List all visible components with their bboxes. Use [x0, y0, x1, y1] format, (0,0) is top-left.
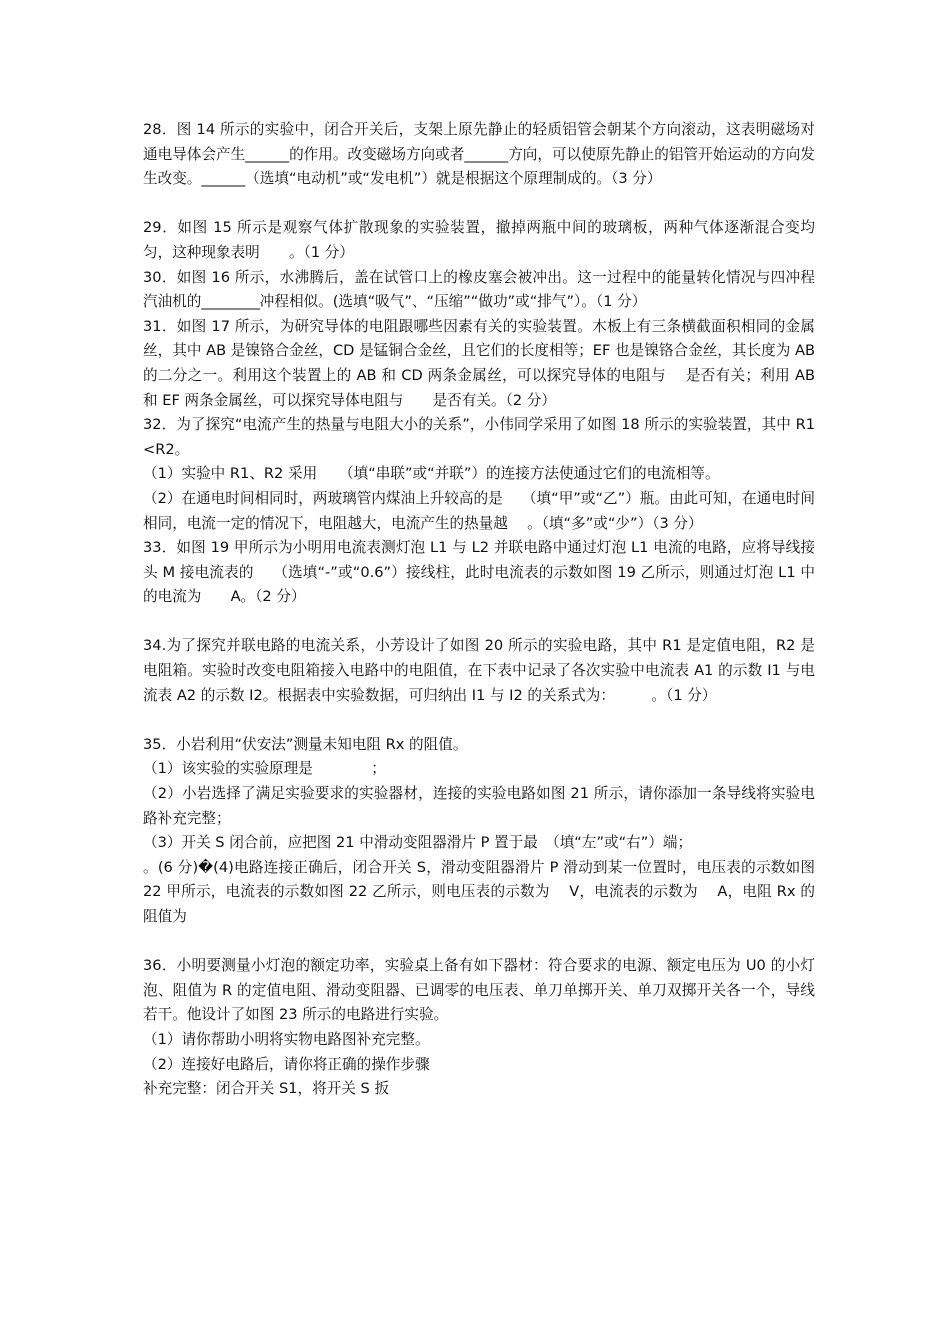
question-32-part-1: （1）实验中 R1、R2 采用 （填“串联”或“并联”）的连接方法使通过它们的电流相等。	[143, 465, 720, 483]
paragraph-gap	[143, 610, 815, 635]
question-36: 36．小明要测量小灯泡的额定功率，实验桌上备有如下器材：符合要求的电源、额定电压为 U0 的小灯泡、阻值为 R 的定值电阻、滑动变阻器、已调零的电压表、单刀单掷开关、单刀双掷开关各一个，导线若干。他设计了如图 23 所示的电路进行实验。	[143, 957, 815, 1024]
paragraph-gap	[143, 708, 815, 733]
question-35-part-4: 。(6 分)�(4)电路连接正确后，闭合开关 S，滑动变阻器滑片 P 滑动到某一位置时，电压表的示数如图 22 甲所示，电流表的示数如图 22 乙所示，则电压表的示数为 V，电流表的示数为 A，电阻 Rx 的阻值为	[143, 858, 820, 925]
question-30: 30．如图 16 所示，水沸腾后，盖在试管口上的橡皮塞会被冲出。这一过程中的能量转化情况与四冲程汽油机的________冲程相似。(选填“吸气”、“压缩”“做功”或“排气”）。（1 分）	[143, 268, 815, 311]
question-36-part-2: （2）连接好电路后，请你将正确的操作步骤	[143, 1055, 430, 1073]
paragraph-gap	[143, 930, 815, 955]
paragraph-gap	[143, 192, 815, 217]
question-34: 34.为了探究并联电路的电流关系，小芳设计了如图 20 所示的实验电路，其中 R1 是定值电阻，R2 是电阻箱。实验时改变电阻箱接入电路中的电阻值，在下表中记录了各次实验中电流表 A1 的示数 I1 与电流表 A2 的示数 I2。根据表中实验数据，可归纳出 I1 与 I2 的关系式为： 。（1 分）	[143, 637, 815, 704]
question-32: 32．为了探究“电流产生的热量与电阻大小的关系”，小伟同学采用了如图 18 所示的实验装置，其中 R1<R2。	[143, 416, 815, 458]
question-35-part-3: （3）开关 S 闭合前，应把图 21 中滑动变阻器滑片 P 置于最 （填“左”或“右”）端；	[143, 834, 693, 852]
question-32-part-2: （2）在通电时间相同时，两玻璃管内煤油上升较高的是 （填“甲”或“乙”）瓶。由此可知，在通电时间相同，电流一定的情况下，电阻越大，电流产生的热量越 。（填“多”或“少”）（3 分）	[143, 489, 815, 532]
question-33: 33．如图 19 甲所示为小明用电流表测灯泡 L1 与 L2 并联电路中通过灯泡 L1 电流的电路，应将导线接头 M 接电流表的 （选填“-”或“0.6”）接线柱，此时电流表的示数如图 19 乙所示，则通过灯泡 L1 中的电流为 A。（2 分）	[143, 539, 815, 606]
question-35: 35．小岩利用“伏安法”测量未知电阻 Rx 的阻值。	[143, 735, 468, 753]
question-31: 31．如图 17 所示，为研究导体的电阻跟哪些因素有关的实验装置。木板上有三条横截面积相同的金属丝，其中 AB 是镍铬合金丝，CD 是锰铜合金丝，且它们的长度相等；EF 也是镍铬合金丝，其长度为 AB 的二分之一。利用这个装置上的 AB 和 CD 两条金属丝，可以探究导体的电阻与 是否有关；利用 AB 和 EF 两条金属丝，可以探究导体电阻与 是否有关。（2 分）	[143, 317, 820, 409]
question-35-part-2: （2）小岩选择了满足实验要求的实验器材，连接的实验电路如图 21 所示，请你添加一条导线将实验电路补充完整；	[143, 785, 815, 827]
document-page	[143, 118, 820, 1102]
question-36-part-1: （1）请你帮助小明将实物电路图补充完整。	[143, 1030, 430, 1048]
question-28: 28．图 14 所示的实验中，闭合开关后，支架上原先静止的轻质铝管会朝某个方向滚动，这表明磁场对通电导体会产生______的作用。改变磁场方向或者______方向，可以使原先静止的铝管开始运动的方向发生改变。______（选填“电动机”或“发电机”）就是根据这个原理制成的。（3 分）	[143, 121, 815, 188]
question-36-part-3: 补充完整：闭合开关 S1，将开关 S 扳	[143, 1080, 390, 1098]
question-29: 29．如图 15 所示是观察气体扩散现象的实验装置，撤掉两瓶中间的玻璃板，两种气体逐渐混合变均匀，这种现象表明 。（1 分）	[143, 219, 815, 261]
question-35-part-1: （1）该实验的实验原理是 ；	[143, 760, 386, 778]
